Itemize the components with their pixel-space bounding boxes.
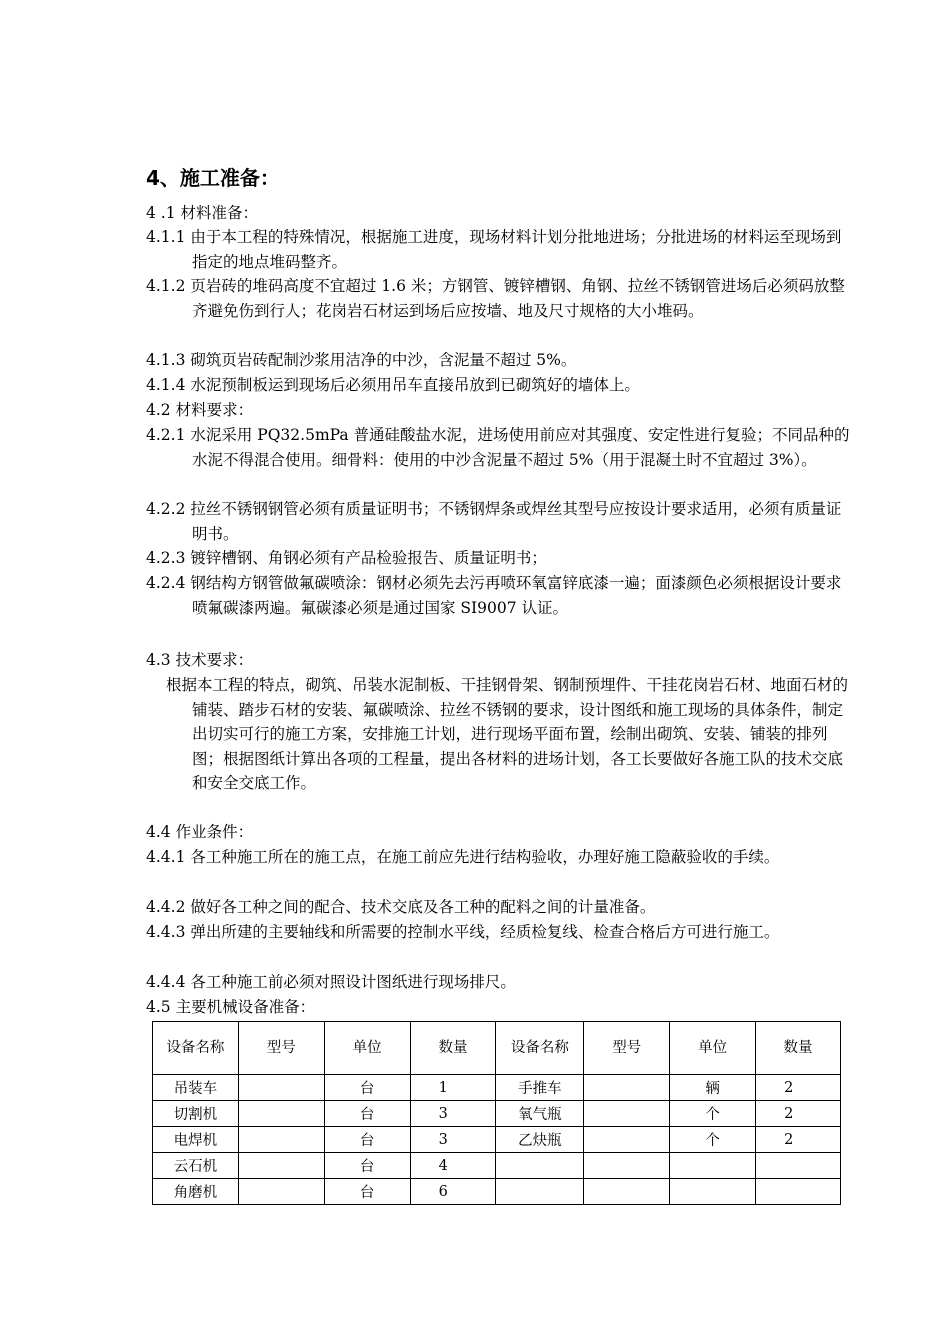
table-cell: 手推车 <box>496 1075 584 1101</box>
table-cell: 台 <box>324 1075 410 1101</box>
table-cell: 2 <box>756 1075 841 1101</box>
table-cell: 4 <box>410 1153 496 1179</box>
table-cell: 2 <box>756 1127 841 1153</box>
equipment-table <box>152 1021 841 1205</box>
table-cell <box>756 1179 841 1205</box>
table-cell: 台 <box>324 1153 410 1179</box>
paragraph-4-2-2: 4.2.2 拉丝不锈钢钢管必须有质量证明书；不锈钢焊条或焊丝其型号应按设计要求适用，必须有质量证明书。 <box>146 500 842 543</box>
paragraph-4-2-4: 4.2.4 钢结构方钢管做氟碳喷涂：钢材必须先去污再喷环氧富锌底漆一遍；面漆颜色必须根据设计要求喷氟碳漆两遍。氟碳漆必须是通过国家 SI9007 认证。 <box>146 574 842 617</box>
paragraph-4-1-4: 4.1.4 水泥预制板运到现场后必须用吊车直接吊放到已砌筑好的墙体上。 <box>146 376 640 394</box>
table-row <box>153 1179 841 1205</box>
table-cell <box>496 1179 584 1205</box>
paragraph-4-4-4: 4.4.4 各工种施工前必须对照设计图纸进行现场排尺。 <box>146 973 516 991</box>
table-cell <box>238 1153 324 1179</box>
table-cell <box>584 1153 670 1179</box>
table-cell: 台 <box>324 1101 410 1127</box>
subsection-title-4-4: 4.4 作业条件： <box>146 823 254 841</box>
table-cell <box>496 1153 584 1179</box>
table-header-row <box>153 1022 841 1075</box>
header-cell: 设备名称 <box>153 1022 239 1075</box>
header-cell: 型号 <box>238 1022 324 1075</box>
table-cell: 6 <box>410 1179 496 1205</box>
table-cell: 3 <box>410 1101 496 1127</box>
header-cell: 数量 <box>756 1022 841 1075</box>
paragraph-4-4-3: 4.4.3 弹出所建的主要轴线和所需要的控制水平线，经质检复线、检查合格后方可进行施工。 <box>146 923 780 941</box>
section-heading: 4、施工准备： <box>146 166 280 190</box>
paragraph-4-1-3: 4.1.3 砌筑页岩砖配制沙浆用洁净的中沙，含泥量不超过 5%。 <box>146 351 577 369</box>
paragraph-4-1-1: 4.1.1 由于本工程的特殊情况，根据施工进度，现场材料计划分批地进场；分批进场的材料运至现场到指定的地点堆码整齐。 <box>146 228 842 271</box>
subsection-title-4-3: 4.3 技术要求： <box>146 651 254 669</box>
table-row <box>153 1153 841 1179</box>
paragraph-4-1-2: 4.1.2 页岩砖的堆码高度不宜超过 1.6 米；方钢管、镀锌槽钢、角钢、拉丝不锈钢管进场后必须码放整齐避免伤到行人；花岗岩石材运到场后应按墙、地及尺寸规格的大小堆码。 <box>146 277 845 320</box>
table-cell: 云石机 <box>153 1153 239 1179</box>
table-cell: 氧气瓶 <box>496 1101 584 1127</box>
table-cell: 电焊机 <box>153 1127 239 1153</box>
table-cell: 切割机 <box>153 1101 239 1127</box>
table-cell <box>584 1179 670 1205</box>
table-cell <box>238 1127 324 1153</box>
paragraph-4-4-1: 4.4.1 各工种施工所在的施工点，在施工前应先进行结构验收，办理好施工隐蔽验收的手续。 <box>146 848 780 866</box>
header-cell: 设备名称 <box>496 1022 584 1075</box>
paragraph-4-2-3: 4.2.3 镀锌槽钢、角钢必须有产品检验报告、质量证明书； <box>146 549 547 567</box>
table-cell: 台 <box>324 1127 410 1153</box>
table-cell: 3 <box>410 1127 496 1153</box>
header-cell: 单位 <box>324 1022 410 1075</box>
header-cell: 单位 <box>670 1022 756 1075</box>
paragraph-4-2-1: 4.2.1 水泥采用 PQ32.5mPa 普通硅酸盐水泥，进场使用前应对其强度、安定性进行复验；不同品种的水泥不得混合使用。细骨料：使用的中沙含泥量不超过 5%（用于混凝土时不宜超过 3%）。 <box>146 426 850 469</box>
table-cell: 2 <box>756 1101 841 1127</box>
paragraph-4-4-2: 4.4.2 做好各工种之间的配合、技术交底及各工种的配料之间的计量准备。 <box>146 898 656 916</box>
table-cell: 台 <box>324 1179 410 1205</box>
table-row <box>153 1127 841 1153</box>
table-cell <box>238 1075 324 1101</box>
table-cell: 辆 <box>670 1075 756 1101</box>
subsection-title-4-1: 4 .1 材料准备： <box>146 204 259 222</box>
table-cell <box>584 1075 670 1101</box>
table-cell <box>238 1179 324 1205</box>
table-cell <box>756 1153 841 1179</box>
table-cell: 角磨机 <box>153 1179 239 1205</box>
table-cell: 吊装车 <box>153 1075 239 1101</box>
table-cell: 乙炔瓶 <box>496 1127 584 1153</box>
table-row <box>153 1101 841 1127</box>
table-cell: 1 <box>410 1075 496 1101</box>
table-cell <box>670 1179 756 1205</box>
paragraph-4-3-body: 根据本工程的特点，砌筑、吊装水泥制板、干挂钢骨架、钢制预埋件、干挂花岗岩石材、地面石材的铺装、踏步石材的安装、氟碳喷涂、拉丝不锈钢的要求，设计图纸和施工现场的具体条件，制定出切实可行的施工方案，安排施工计划，进行现场平面布置，绘制出砌筑、安装、铺装的排列图；根据图纸计算出各项的工程量，提出各材料的进场计划，各工长要做好各施工队的技术交底和安全交底工作。 <box>166 676 849 792</box>
subsection-title-4-5: 4.5 主要机械设备准备： <box>146 998 316 1016</box>
table-cell: 个 <box>670 1101 756 1127</box>
table-cell <box>238 1101 324 1127</box>
header-cell: 型号 <box>584 1022 670 1075</box>
header-cell: 数量 <box>410 1022 496 1075</box>
table-cell <box>584 1127 670 1153</box>
table-row <box>153 1075 841 1101</box>
table-cell: 个 <box>670 1127 756 1153</box>
subsection-title-4-2: 4.2 材料要求： <box>146 401 254 419</box>
table-cell <box>584 1101 670 1127</box>
table-cell <box>670 1153 756 1179</box>
